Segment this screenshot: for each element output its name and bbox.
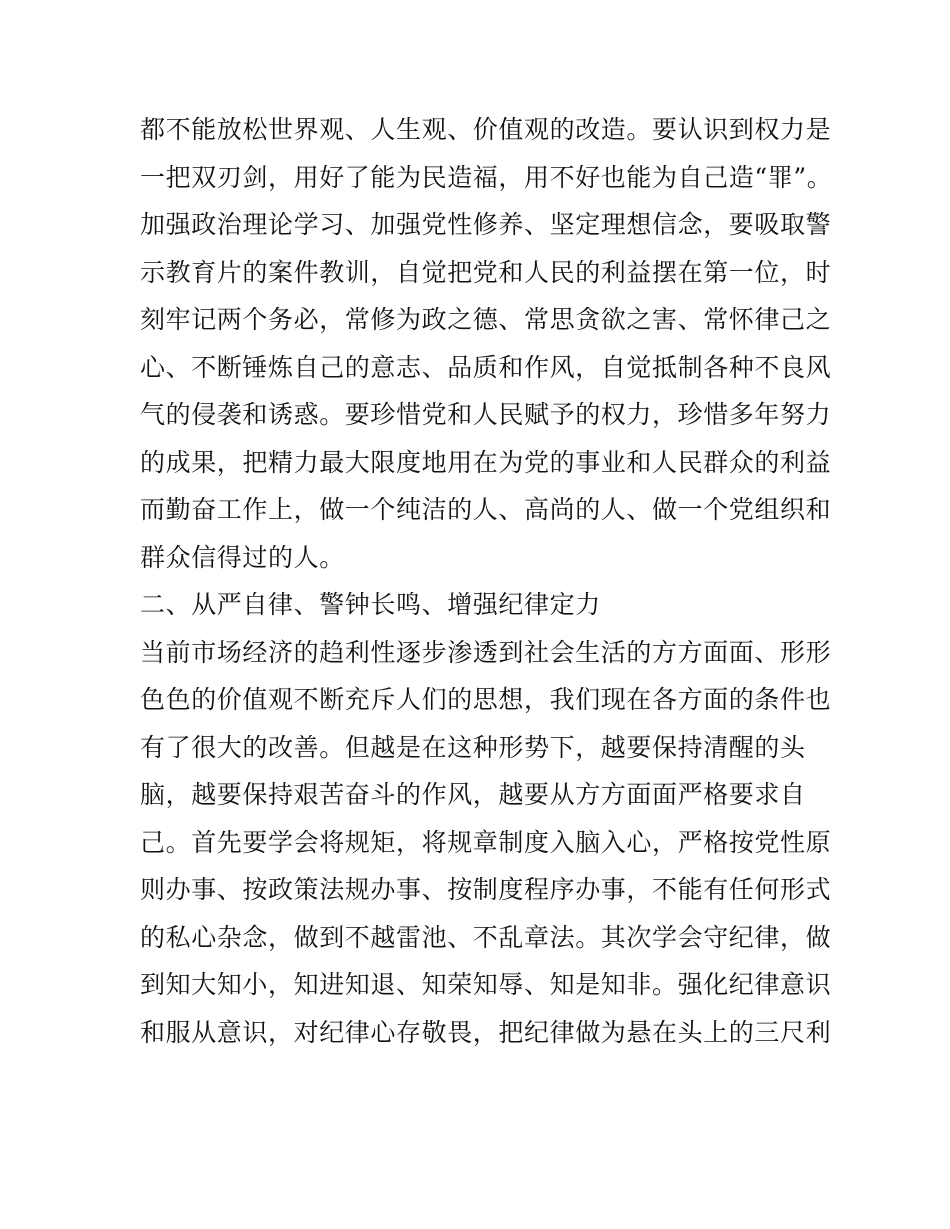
text-line: 都不能放松世界观、人生观、价值观的改造。要认识到权力是 <box>140 115 832 144</box>
body-text <box>140 106 833 1056</box>
section-heading: 二、从严自律、警钟长鸣、增强纪律定力 <box>140 590 601 619</box>
text-line: 到知大知小，知进知退、知荣知辱、知是知非。强化纪律意识 <box>140 970 832 999</box>
text-line: 有了很大的改善。但越是在这种形势下，越要保持清醒的头 <box>140 732 806 762</box>
text-line: 的成果，把精力最大限度地用在为党的事业和人民群众的利益 <box>140 447 832 477</box>
text-line: 一把双刃剑，用好了能为民造福，用不好也能为自己造“罪”。 <box>140 162 833 192</box>
text-line: 加强政治理论学习、加强党性修养、坚定理想信念，要吸取警 <box>140 210 832 239</box>
text-line: 和服从意识，对纪律心存敬畏，把纪律做为悬在头上的三尺利 <box>140 1017 832 1047</box>
text-line: 色色的价值观不断充斥人们的思想，我们现在各方面的条件也 <box>140 685 832 714</box>
text-line: 示教育片的案件教训，自觉把党和人民的利益摆在第一位，时 <box>140 257 832 287</box>
text-line: 则办事、按政策法规办事、按制度程序办事，不能有任何形式 <box>140 875 832 904</box>
text-line: 当前市场经济的趋利性逐步渗透到社会生活的方方面面、形形 <box>140 637 832 667</box>
paragraph-end-line: 群众信得过的人。 <box>140 542 345 572</box>
text-line: 而勤奋工作上，做一个纯洁的人、高尚的人、做一个党组织和 <box>140 495 832 524</box>
text-line: 气的侵袭和诱惑。要珍惜党和人民赋予的权力，珍惜多年努力 <box>140 400 832 429</box>
text-line: 心、不断锤炼自己的意志、品质和作风，自觉抵制各种不良风 <box>140 352 832 382</box>
text-line: 己。首先要学会将规矩，将规章制度入脑入心，严格按党性原 <box>140 827 832 857</box>
text-line: 的私心杂念，做到不越雷池、不乱章法。其次学会守纪律，做 <box>140 922 832 952</box>
text-line: 刻牢记两个务必，常修为政之德、常思贪欲之害、常怀律己之 <box>140 305 832 334</box>
text-line: 脑，越要保持艰苦奋斗的作风，越要从方方面面严格要求自 <box>140 780 806 809</box>
